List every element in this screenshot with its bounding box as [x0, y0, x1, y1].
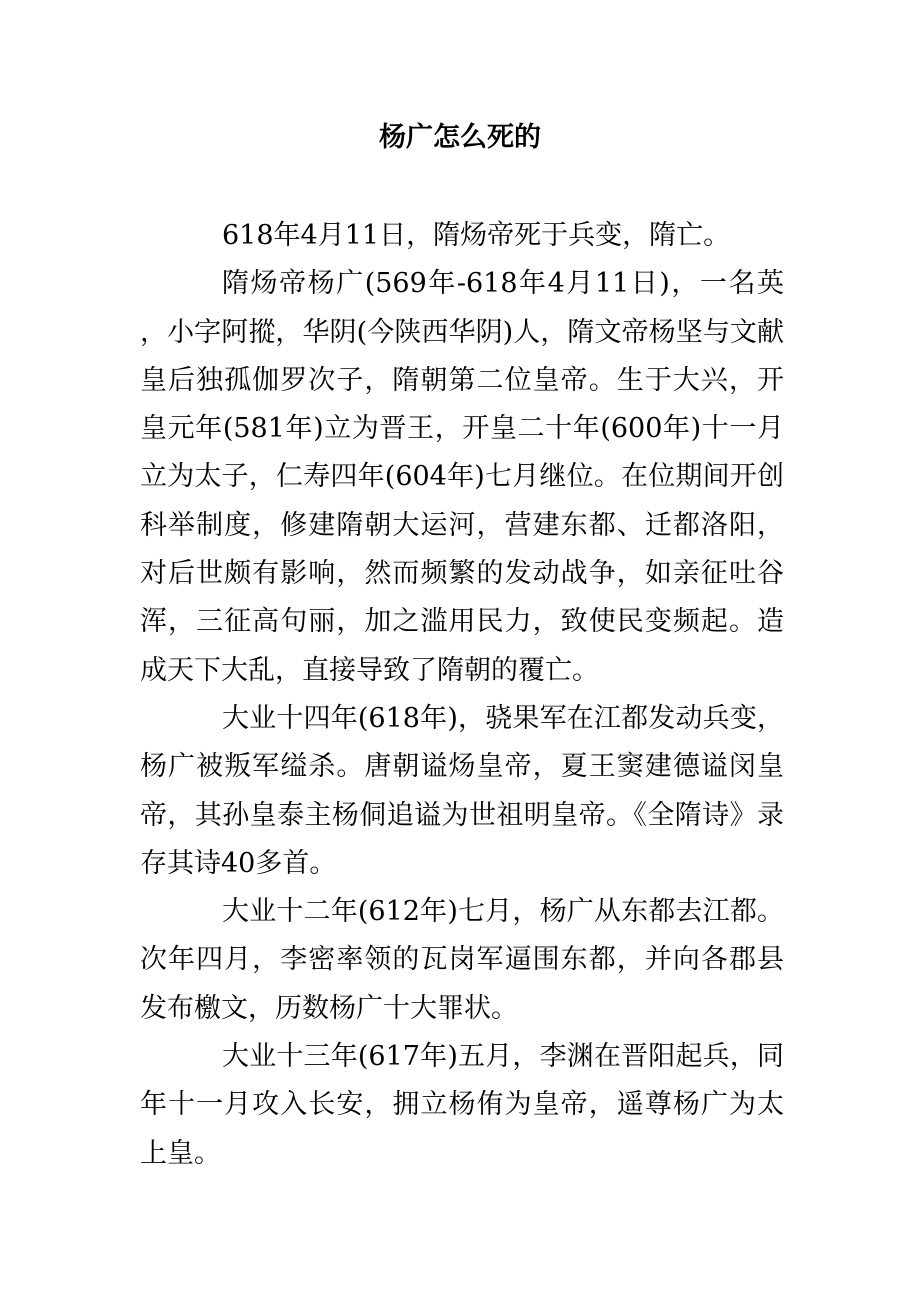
paragraph-3: 大业十四年(618年)，骁果军在江都发动兵变，杨广被叛军缢杀。唐朝谥炀皇帝，夏王窦建德谥闵皇帝，其孙皇泰主杨侗追谥为世祖明皇帝。《全隋诗》录存其诗40多首。: [140, 702, 784, 879]
paragraph-5: 大业十三年(617年)五月，李渊在晋阳起兵，同年十一月攻入长安，拥立杨侑为皇帝，遥尊杨广为太上皇。: [140, 1041, 784, 1169]
paragraph-1: 618年4月11日，隋炀帝死于兵变，隋亡。: [222, 220, 731, 251]
paragraph-4: 大业十二年(612年)七月，杨广从东都去江都。次年四月，李密率领的瓦岗军逼围东都，并向各郡县发布檄文，历数杨广十大罪状。: [140, 896, 784, 1024]
document-body: [140, 212, 784, 1178]
paragraph-2: 隋炀帝杨广(569年-618年4月11日)，一名英，小字阿摐，华阴(今陕西华阴)人，隋文帝杨坚与文献皇后独孤伽罗次子，隋朝第二位皇帝。生于大兴，开皇元年(581年)立为晋王，开皇二十年(600年)十一月立为太子，仁寿四年(604年)七月继位。在位期间开创科举制度，修建隋朝大运河，营建东都、迁都洛阳，对后世颇有影响，然而频繁的发动战争，如亲征吐谷浑，三征高句丽，加之滥用民力，致使民变频起。造成天下大乱，直接导致了隋朝的覆亡。: [140, 268, 784, 686]
document-title: 杨广怎么死的: [379, 122, 541, 153]
